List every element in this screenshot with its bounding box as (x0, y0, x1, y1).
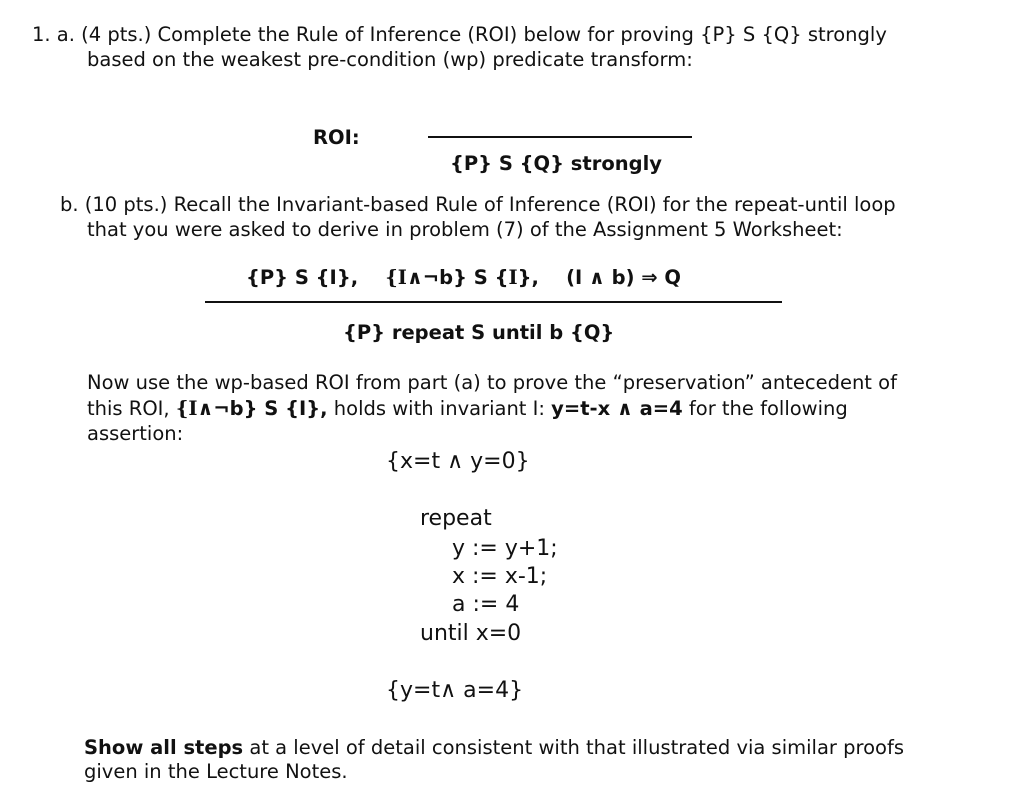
premise-2: {I∧¬b} S {I}, (385, 266, 539, 289)
code-a-assign: a := 4 (452, 592, 520, 617)
q1a-line1: 1. a. (4 pts.) Complete the Rule of Inference (ROI) below for proving {P} S {Q} strongly (32, 23, 887, 46)
para-line2: this ROI, {I∧¬b} S {I}, holds with invariant I: y=t-x ∧ a=4 for the following (87, 397, 848, 420)
para-line3: assertion: (87, 422, 184, 445)
roi-b-premises (246, 265, 681, 290)
roi-b-rule (205, 301, 782, 303)
postcondition: {y=t∧ a=4} (386, 678, 524, 703)
roi-a-conclusion: {P} S {Q} strongly (450, 152, 662, 175)
precondition: {x=t ∧ y=0} (386, 449, 530, 474)
roi-label: ROI: (313, 126, 360, 149)
code-repeat: repeat (420, 506, 492, 531)
code-x-assign: x := x-1; (452, 564, 548, 589)
q1b-line2: that you were asked to derive in problem (7) of the Assignment 5 Worksheet: (87, 218, 843, 241)
show-steps-line2: given in the Lecture Notes. (84, 760, 348, 783)
q1b-line1: b. (10 pts.) Recall the Invariant-based Rule of Inference (ROI) for the repeat-until loop (60, 193, 896, 216)
code-y-assign: y := y+1; (452, 536, 558, 561)
premise-1: {P} S {I}, (246, 266, 359, 289)
premise-3: (I ∧ b) ⇒ Q (566, 266, 682, 289)
q1a-line2: based on the weakest pre-condition (wp) predicate transform: (87, 48, 693, 71)
show-steps-line1: Show all steps at a level of detail consistent with that illustrated via similar proofs (84, 736, 904, 759)
code-until: until x=0 (420, 621, 522, 646)
para-line1: Now use the wp-based ROI from part (a) to prove the “preservation” antecedent of (87, 371, 897, 394)
roi-a-rule (428, 136, 692, 138)
roi-b-conclusion: {P} repeat S until b {Q} (343, 321, 615, 344)
